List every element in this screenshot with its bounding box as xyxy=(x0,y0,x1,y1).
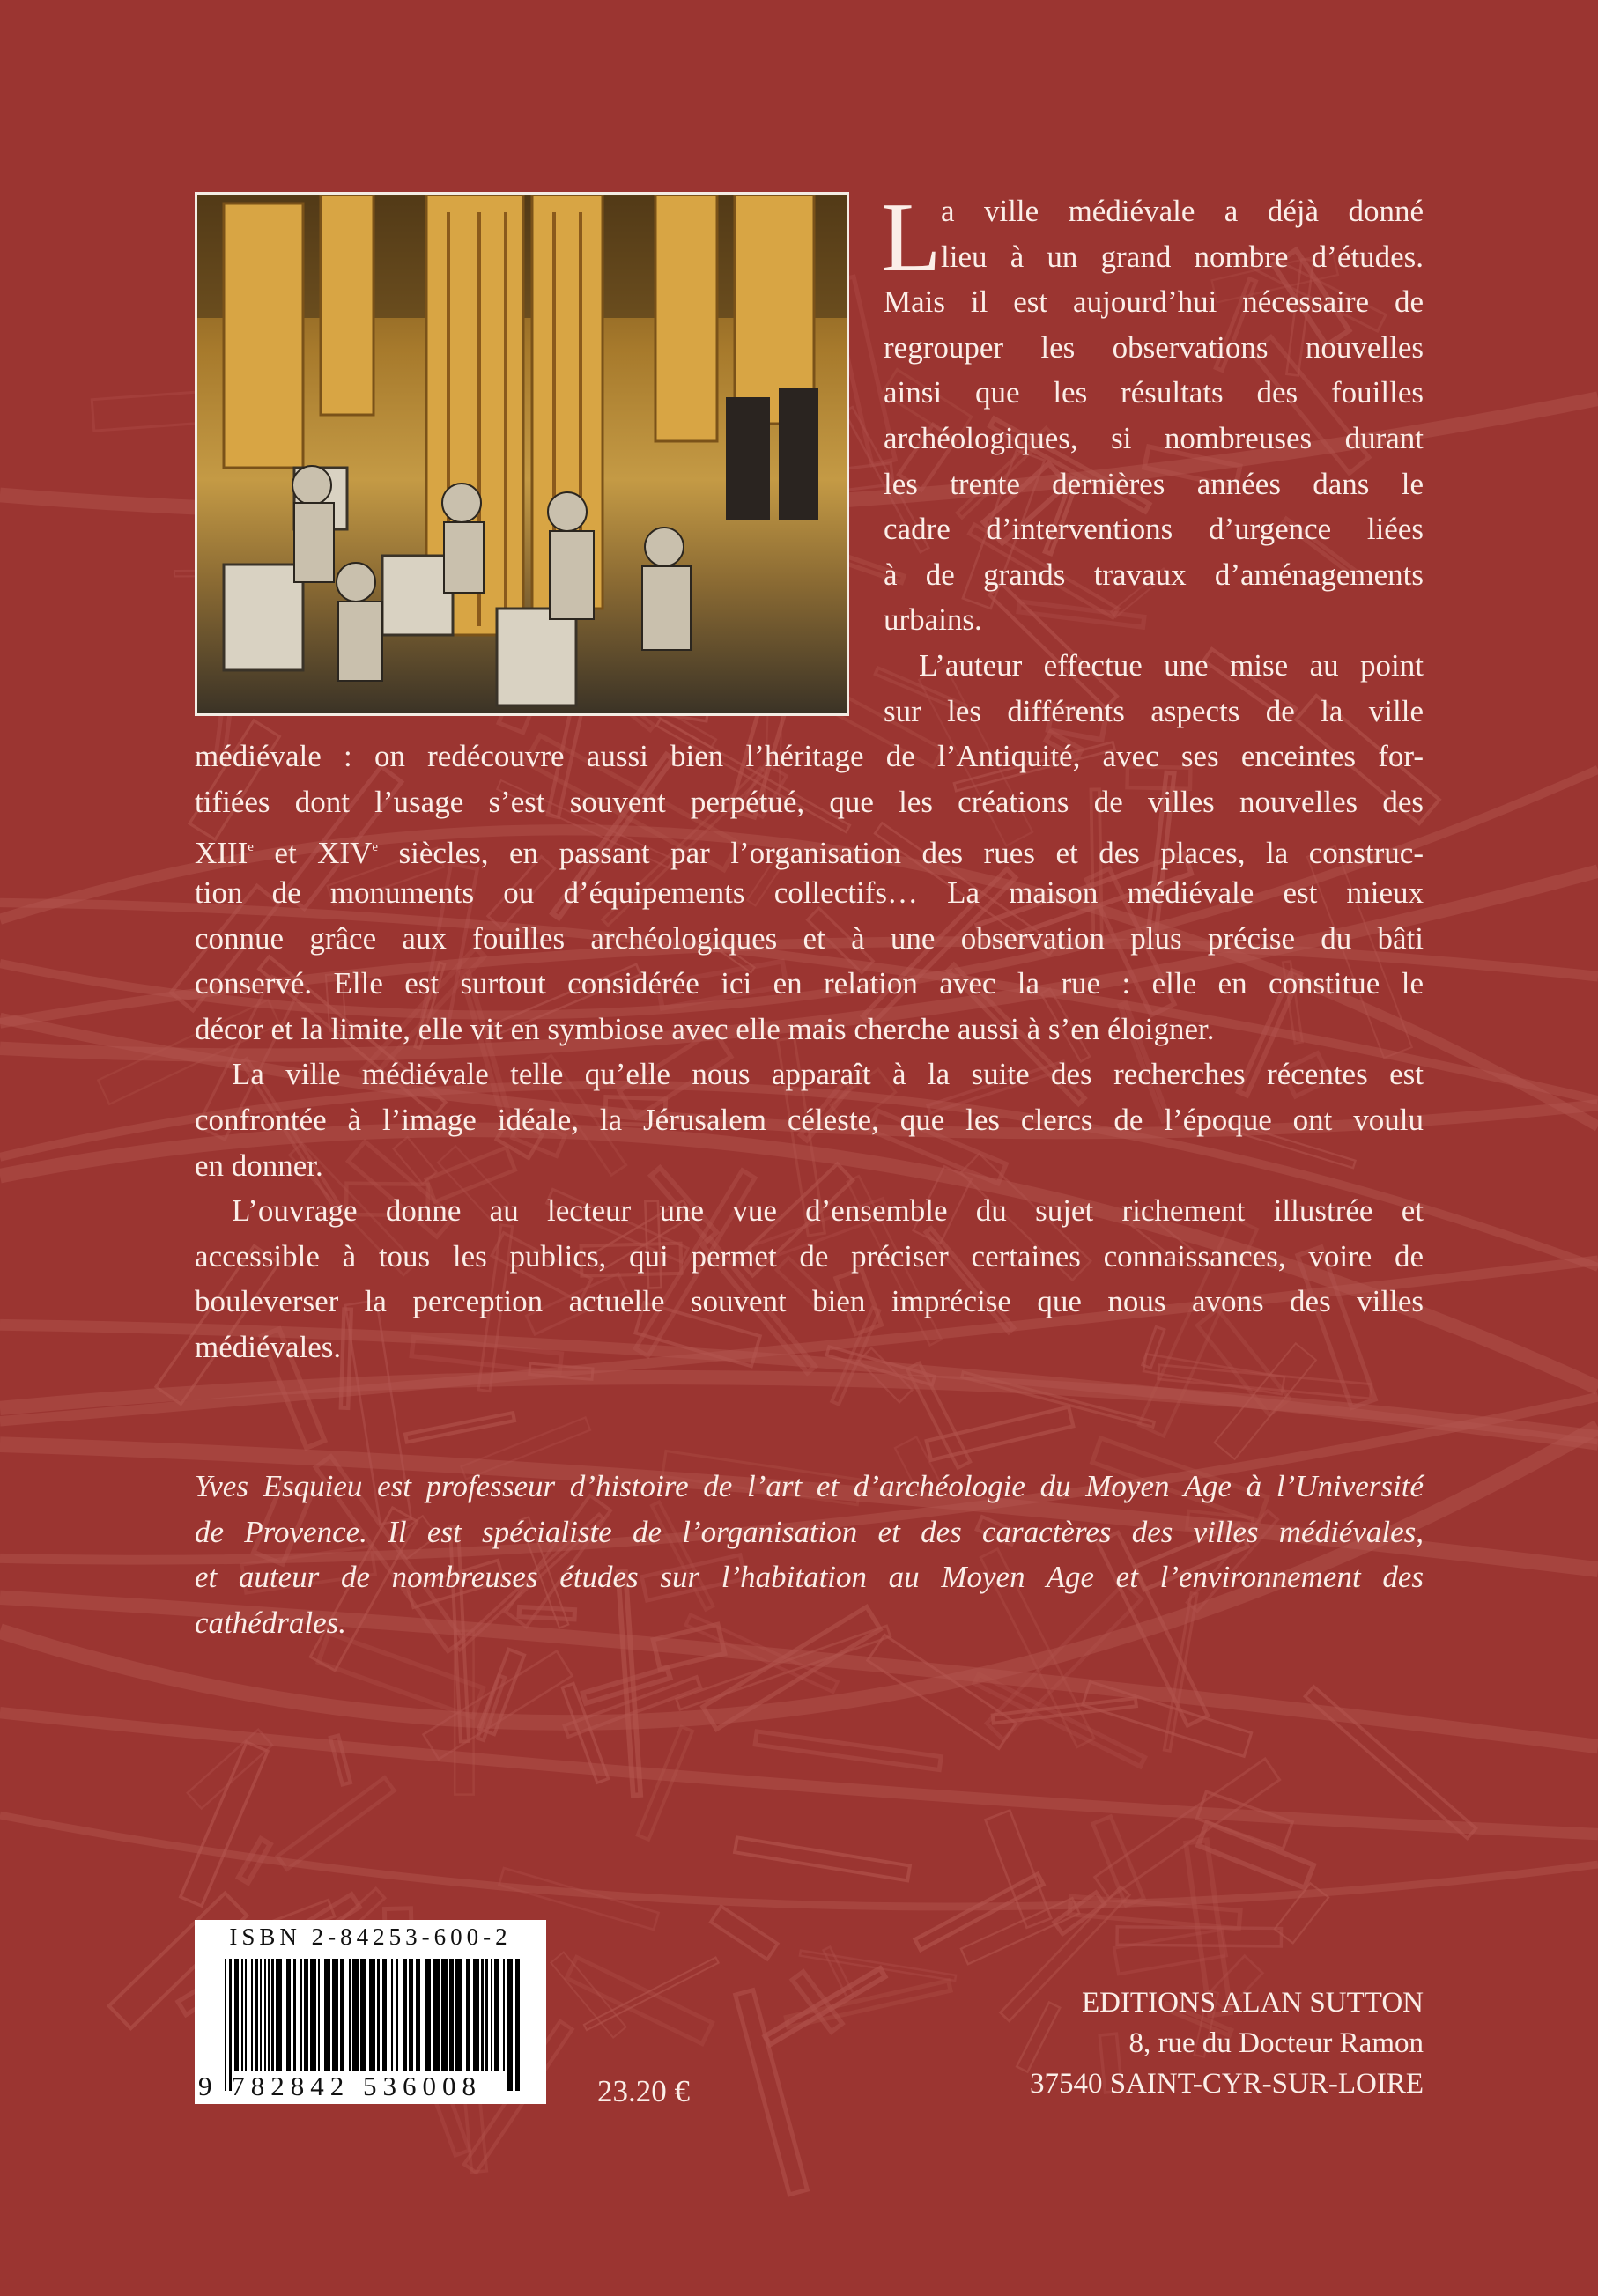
text-line xyxy=(195,825,1424,869)
publisher-address: 8, rue du Docteur Ramon xyxy=(1128,2027,1424,2059)
text-line: a ville médiévale a déjà donné xyxy=(941,194,1424,228)
text-line: accessible à tous les publics, qui permet de préciser certaines connaissances, voire de xyxy=(195,1238,1424,1274)
map-street xyxy=(405,1413,514,1442)
map-street xyxy=(1198,1823,1313,1888)
barcode-bar xyxy=(360,1959,366,2071)
isbn-number: ISBN 2-84253-600-2 xyxy=(229,1923,512,1950)
map-road xyxy=(0,1377,1598,1437)
barcode-bar xyxy=(369,1959,375,2071)
text-line: archéologiques, si nombreuses durant xyxy=(884,421,1424,455)
text-line: lieu à un grand nombre d’études. xyxy=(941,239,1424,274)
barcode-bar xyxy=(481,1959,484,2071)
barcode-bar xyxy=(494,1959,499,2071)
text-line: L’auteur effectue une mise au point xyxy=(919,648,1424,683)
barcode-bar xyxy=(403,1959,407,2071)
text-line: L’ouvrage donne au lecteur une vue d’ensemble du sujet richement illustrée et xyxy=(232,1193,1424,1229)
barcode-bar xyxy=(245,1959,247,2071)
barcode-bar xyxy=(441,1959,448,2071)
barcode-bar xyxy=(416,1959,420,2071)
text-line: ainsi que les résultats des fouilles xyxy=(884,375,1424,410)
text-line: cathédrales. xyxy=(195,1605,347,1640)
text-segment: XIII xyxy=(195,836,248,871)
barcode-bar xyxy=(491,1959,492,2071)
barcode-bar xyxy=(507,1959,513,2091)
barcode-bar xyxy=(255,1959,258,2071)
superscript: e xyxy=(372,840,379,855)
map-road xyxy=(0,1815,1598,1907)
text-line: médiévales. xyxy=(195,1330,342,1364)
barcode-bar xyxy=(251,1959,253,2071)
barcode-bar xyxy=(391,1959,393,2071)
barcode-bar xyxy=(310,1959,316,2071)
text-line: sur les différents aspects de la ville xyxy=(884,693,1424,728)
map-street xyxy=(277,1777,395,1869)
drop-cap: L xyxy=(881,183,942,292)
map-street xyxy=(181,1742,268,1906)
text-line: Mais il est aujourd’hui nécessaire de xyxy=(884,284,1424,320)
barcode-bar xyxy=(340,1959,344,2071)
barcode-bar xyxy=(268,1959,270,2071)
barcode-bar xyxy=(515,1959,520,2091)
map-street xyxy=(1114,1930,1226,1975)
text-line: décor et la limite, elle vit en symbiose avec elle mais cherche aussi à s’en éloigner. xyxy=(195,1011,1215,1046)
publisher-city: 37540 SAINT-CYR-SUR-LOIRE xyxy=(1029,2068,1424,2100)
barcode-bar xyxy=(473,1959,479,2071)
text-line: médiévale : on redécouvre aussi bien l’héritage de l’Antiquité, avec ses enceintes for- xyxy=(195,739,1424,774)
barcode-bar xyxy=(293,1959,296,2071)
text-line: conservé. Elle est surtout considérée ici en relation avec la rue : elle en constitue le xyxy=(195,966,1424,1001)
text-line: La ville médiévale telle qu’elle nous apparaît à la suite des recherches récentes est xyxy=(232,1057,1424,1092)
text-line: tifiées dont l’usage s’est souvent perpétué, que les créations de villes nouvelles des xyxy=(195,784,1424,819)
superscript: e xyxy=(248,840,254,855)
map-street xyxy=(800,1951,956,1981)
text-line: de Provence. Il est spécialiste de l’organisation et des caractères des villes médiévales, xyxy=(195,1514,1424,1549)
barcode-bar xyxy=(352,1959,359,2071)
barcode-bar xyxy=(300,1959,302,2071)
barcode-bar xyxy=(485,1959,488,2071)
barcode-bar xyxy=(304,1959,308,2071)
barcode-bar xyxy=(382,1959,387,2071)
barcode-bar xyxy=(234,1959,239,2071)
barcode-bar xyxy=(409,1959,413,2071)
barcode-bar xyxy=(241,1959,243,2071)
text-line: connue grâce aux fouilles archéologiques et à une observation plus précise du bâti xyxy=(195,920,1424,956)
text-line: cadre d’interventions d’urgence liées xyxy=(884,512,1424,547)
barcode-bar xyxy=(377,1959,380,2071)
text-line: Yves Esquieu est professeur d’histoire de l’art et d’archéologie du Moyen Age à l’Université xyxy=(195,1469,1424,1503)
ean-number: 9 782842 536008 xyxy=(198,2071,482,2101)
price: 23.20 € xyxy=(597,2074,690,2108)
publisher-name: EDITIONS ALAN SUTTON xyxy=(1081,1987,1424,2019)
text-line: confrontée à l’image idéale, la Jérusalem céleste, que les clercs de l’époque ont voulu xyxy=(195,1103,1424,1137)
barcode-bar xyxy=(332,1959,338,2071)
barcode-bar xyxy=(349,1959,351,2071)
barcode-bar xyxy=(286,1959,291,2071)
barcode-bar xyxy=(396,1959,398,2071)
isbn-barcode xyxy=(195,1920,546,2104)
barcode-bar xyxy=(318,1959,320,2071)
text-line: les trente dernières années dans le xyxy=(884,466,1424,501)
map-street xyxy=(711,1907,778,1960)
barcode-bar xyxy=(449,1959,454,2071)
barcode-bar xyxy=(503,1959,505,2071)
map-street xyxy=(736,1990,808,2195)
barcode-bar xyxy=(324,1959,330,2071)
text-line: à de grands travaux d’aménagements xyxy=(884,557,1424,592)
text-line: tion de monuments ou d’équipements collectifs… La maison médiévale est mieux xyxy=(195,875,1424,910)
cover-illustration-medieval-builders xyxy=(195,192,849,716)
text-line: en donner. xyxy=(195,1148,323,1183)
map-street xyxy=(755,1731,941,1770)
barcode-bar xyxy=(455,1959,462,2071)
map-street xyxy=(735,1837,910,1880)
barcode-bar xyxy=(276,1959,282,2071)
map-street xyxy=(1017,2002,1060,2071)
barcode-bar xyxy=(425,1959,431,2071)
barcode-bar xyxy=(271,1959,274,2071)
text-segment: siècles, en passant par l’organisation des rues et des places, la construc- xyxy=(378,836,1424,871)
text-segment: et XIV xyxy=(253,836,373,871)
text-line: regrouper les observations nouvelles xyxy=(884,329,1424,365)
barcode-bar xyxy=(260,1959,262,2071)
map-street xyxy=(1095,1759,1280,1898)
text-line: et auteur de nombreuses études sur l’habitation au Moyen Age et l’environnement des xyxy=(195,1560,1424,1595)
barcode-bar xyxy=(264,1959,266,2071)
text-line: urbains. xyxy=(884,602,982,638)
text-line: bouleverser la perception actuelle souvent bien imprécise que nous avons des villes xyxy=(195,1284,1424,1319)
barcode-bar xyxy=(433,1959,440,2071)
map-street xyxy=(638,1727,692,1840)
barcode-bar xyxy=(466,1959,470,2071)
